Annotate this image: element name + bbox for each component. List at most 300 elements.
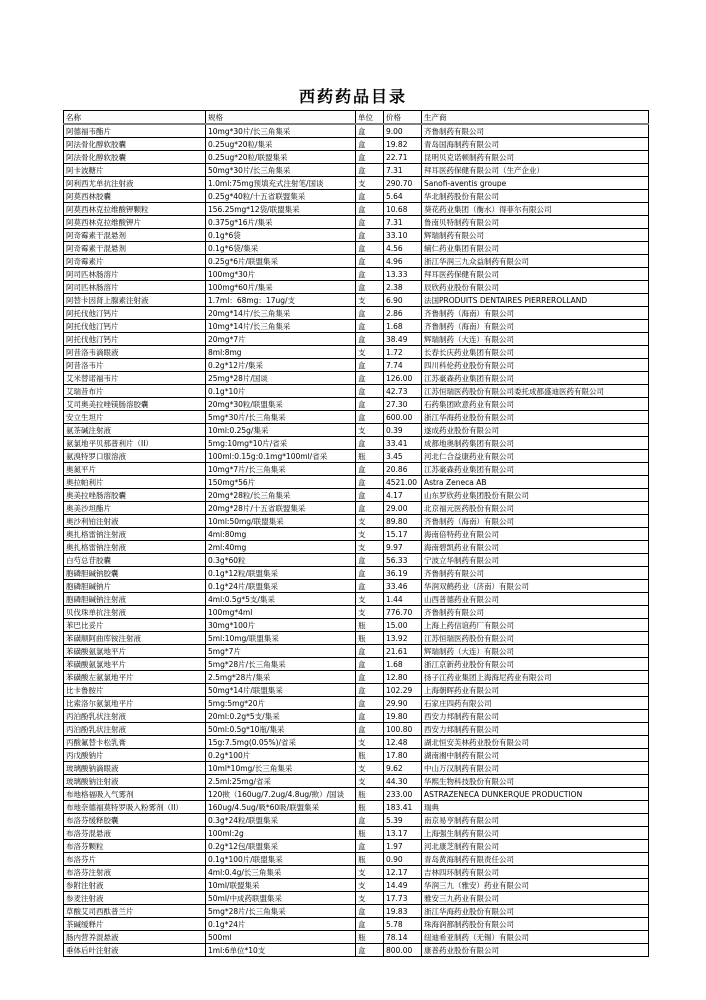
cell-price: 17.73 (384, 892, 422, 905)
cell-spec: 500ml (206, 931, 356, 944)
table-row (64, 892, 649, 905)
cell-unit: 盒 (356, 476, 384, 489)
cell-manufacturer: 珠海润都制药股份有限公司 (422, 918, 649, 931)
cell-drug-name: 氨氯地平贝那普利片（II） (64, 437, 206, 450)
cell-manufacturer: 河北康芝制药有限公司 (422, 840, 649, 853)
cell-price: 776.70 (384, 606, 422, 619)
cell-manufacturer: 江苏豪森药业集团有限公司 (422, 463, 649, 476)
cell-manufacturer: Sanofi-aventis groupe (422, 177, 649, 190)
cell-drug-name: 布洛芬注射液 (64, 866, 206, 879)
cell-manufacturer: 康普药业股份有限公司 (422, 944, 649, 957)
cell-spec: 10mg*14片/长三角集采 (206, 320, 356, 333)
cell-price: 183.41 (384, 801, 422, 814)
cell-price: 2.38 (384, 281, 422, 294)
table-row (64, 736, 649, 749)
cell-drug-name: 白芍总苷胶囊 (64, 554, 206, 567)
cell-drug-name: 阿托伐他汀钙片 (64, 320, 206, 333)
cell-price: 33.41 (384, 437, 422, 450)
table-row (64, 294, 649, 307)
cell-spec: 100ml:2g (206, 827, 356, 840)
cell-price: 13.17 (384, 827, 422, 840)
cell-spec: 150mg*56片 (206, 476, 356, 489)
table-row (64, 853, 649, 866)
cell-drug-name: 阿利西尤单抗注射液 (64, 177, 206, 190)
table-row (64, 619, 649, 632)
table-body (64, 124, 649, 957)
cell-drug-name: 布地格福吸入气雾剂 (64, 788, 206, 801)
cell-spec: 0.2g*100片 (206, 749, 356, 762)
table-row (64, 515, 649, 528)
cell-spec: 2.5ml:25mg/省采 (206, 775, 356, 788)
cell-unit: 支 (356, 879, 384, 892)
cell-spec: 1.7ml：68mg：17ug/支 (206, 294, 356, 307)
cell-manufacturer: 辉瑞制药（大连）有限公司 (422, 333, 649, 346)
cell-spec: 0.1g*12粒/联盟集采 (206, 567, 356, 580)
cell-price: 19.83 (384, 905, 422, 918)
cell-manufacturer: 齐鲁制药（海南）有限公司 (422, 320, 649, 333)
cell-drug-name: 比卡鲁胺片 (64, 684, 206, 697)
cell-unit: 盒 (356, 580, 384, 593)
cell-drug-name: 丙酸氟替卡松乳膏 (64, 736, 206, 749)
cell-spec: 156.25mg*12袋/联盟集采 (206, 203, 356, 216)
cell-drug-name: 丙泊酚乳状注射液 (64, 723, 206, 736)
cell-price: 102.29 (384, 684, 422, 697)
cell-price: 21.61 (384, 645, 422, 658)
cell-drug-name: 丙戊酸钠片 (64, 749, 206, 762)
cell-drug-name: 苯磺酸氨氯地平片 (64, 658, 206, 671)
header-spec: 规格 (206, 111, 356, 125)
table-row (64, 801, 649, 814)
cell-unit: 瓶 (356, 632, 384, 645)
cell-drug-name: 比索洛尔氨氯地平片 (64, 697, 206, 710)
header-unit: 单位 (356, 111, 384, 125)
cell-drug-name: 奥扎格雷钠注射液 (64, 528, 206, 541)
cell-price: 800.00 (384, 944, 422, 957)
cell-drug-name: 安立生坦片 (64, 411, 206, 424)
table-row (64, 216, 649, 229)
cell-unit: 盒 (356, 710, 384, 723)
cell-spec: 10mg*30片/长三角集采 (206, 124, 356, 138)
cell-spec: 10ml*10mg/长三角集采 (206, 762, 356, 775)
table-row (64, 866, 649, 879)
cell-drug-name: 奥拉帕利片 (64, 476, 206, 489)
cell-price: 42.73 (384, 385, 422, 398)
cell-manufacturer: 山东罗欣药业集团股份有限公司 (422, 489, 649, 502)
cell-spec: 10ml:50mg/联盟集采 (206, 515, 356, 528)
cell-drug-name: 阿德福韦酯片 (64, 124, 206, 138)
cell-drug-name: 阿司匹林肠溶片 (64, 268, 206, 281)
cell-spec: 4ml:80mg (206, 528, 356, 541)
cell-price: 44.30 (384, 775, 422, 788)
cell-unit: 瓶 (356, 788, 384, 801)
cell-price: 1.72 (384, 346, 422, 359)
cell-drug-name: 艾司奥美拉唑镁肠溶胶囊 (64, 398, 206, 411)
cell-drug-name: 阿昔洛韦片 (64, 359, 206, 372)
cell-unit: 盒 (356, 190, 384, 203)
table-row (64, 242, 649, 255)
cell-spec: 20ml:0.2g*5支/集采 (206, 710, 356, 723)
cell-spec: 10mg*7片/长三角集采 (206, 463, 356, 476)
cell-manufacturer: 西安力邦制药有限公司 (422, 723, 649, 736)
cell-manufacturer: 齐鲁制药有限公司 (422, 567, 649, 580)
cell-unit: 盒 (356, 723, 384, 736)
cell-price: 27.30 (384, 398, 422, 411)
cell-price: 4521.00 (384, 476, 422, 489)
cell-unit: 瓶 (356, 827, 384, 840)
cell-manufacturer: 华润双鹤药业（济南）有限公司 (422, 580, 649, 593)
cell-price: 13.33 (384, 268, 422, 281)
header-name: 名称 (64, 111, 206, 125)
cell-price: 19.80 (384, 710, 422, 723)
cell-drug-name: 氨溴特罗口服溶液 (64, 450, 206, 463)
table-row (64, 788, 649, 801)
cell-spec: 0.2g*12片/集采 (206, 359, 356, 372)
cell-manufacturer: 西安力邦制药有限公司 (422, 710, 649, 723)
cell-spec: 0.1g*6袋 (206, 229, 356, 242)
table-row (64, 632, 649, 645)
cell-price: 4.96 (384, 255, 422, 268)
cell-manufacturer: ASTRAZENECA DUNKERQUE PRODUCTION (422, 788, 649, 801)
cell-unit: 瓶 (356, 450, 384, 463)
cell-unit: 支 (356, 736, 384, 749)
cell-price: 33.10 (384, 229, 422, 242)
cell-spec: 0.2g*12包/联盟集采 (206, 840, 356, 853)
table-row (64, 307, 649, 320)
cell-drug-name: 奥氮平片 (64, 463, 206, 476)
cell-manufacturer: 浙江华海药业股份有限公司 (422, 905, 649, 918)
cell-price: 5.39 (384, 814, 422, 827)
cell-unit: 盒 (356, 281, 384, 294)
cell-drug-name: 玻璃酸钠滴眼液 (64, 762, 206, 775)
cell-drug-name: 垂体后叶注射液 (64, 944, 206, 957)
table-row (64, 190, 649, 203)
cell-spec: 160ug/4.5ug/吸*60吸/联盟集采 (206, 801, 356, 814)
cell-unit: 盒 (356, 242, 384, 255)
cell-drug-name: 奥美沙坦酯片 (64, 502, 206, 515)
cell-drug-name: 胞磷胆碱钠注射液 (64, 593, 206, 606)
table-row (64, 255, 649, 268)
cell-unit: 盒 (356, 138, 384, 151)
cell-drug-name: 奥扎格雷钠注射液 (64, 541, 206, 554)
cell-drug-name: 苯磺酸氨氯地平片 (64, 645, 206, 658)
table-row (64, 528, 649, 541)
cell-unit: 盒 (356, 333, 384, 346)
cell-manufacturer: 辉瑞制药有限公司 (422, 229, 649, 242)
table-row (64, 320, 649, 333)
cell-manufacturer: 齐鲁制药（海南）有限公司 (422, 307, 649, 320)
table-row (64, 411, 649, 424)
cell-spec: 100mg*30片 (206, 268, 356, 281)
cell-unit: 支 (356, 424, 384, 437)
table-row (64, 476, 649, 489)
table-row (64, 502, 649, 515)
cell-drug-name: 阿法骨化醇软胶囊 (64, 151, 206, 164)
cell-drug-name: 奥沙利铂注射液 (64, 515, 206, 528)
table-row (64, 827, 649, 840)
cell-spec: 5mg:10mg*10片/省采 (206, 437, 356, 450)
cell-spec: 120揿（160ug/7.2ug/4.8ug/揿）/国谈 (206, 788, 356, 801)
cell-spec: 30mg*100片 (206, 619, 356, 632)
cell-unit: 支 (356, 528, 384, 541)
cell-drug-name: 阿卡波糖片 (64, 164, 206, 177)
cell-unit: 盒 (356, 229, 384, 242)
cell-price: 233.00 (384, 788, 422, 801)
cell-price: 29.00 (384, 502, 422, 515)
cell-unit: 盒 (356, 151, 384, 164)
cell-drug-name: 胞磷胆碱钠胶囊 (64, 567, 206, 580)
cell-spec: 5mg*28片/长三角集采 (206, 905, 356, 918)
cell-manufacturer: 宁波立华制药有限公司 (422, 554, 649, 567)
table-row (64, 567, 649, 580)
cell-price: 0.39 (384, 424, 422, 437)
cell-manufacturer: 雅安三九药业有限公司 (422, 892, 649, 905)
cell-spec: 2.5mg*28片/集采 (206, 671, 356, 684)
table-row (64, 333, 649, 346)
cell-price: 100.80 (384, 723, 422, 736)
cell-manufacturer: 扬子江药业集团上海海尼药业有限公司 (422, 671, 649, 684)
cell-manufacturer: 浙江华润三九众益制药有限公司 (422, 255, 649, 268)
cell-unit: 盒 (356, 124, 384, 138)
cell-spec: 5mg:5mg*20片 (206, 697, 356, 710)
table-row (64, 268, 649, 281)
cell-unit: 瓶 (356, 853, 384, 866)
table-row (64, 710, 649, 723)
table-row (64, 905, 649, 918)
cell-manufacturer: 山西普德药业有限公司 (422, 593, 649, 606)
table-row (64, 749, 649, 762)
cell-manufacturer: 石药集团欧意药业有限公司 (422, 398, 649, 411)
cell-price: 1.68 (384, 658, 422, 671)
cell-drug-name: 布洛芬缓释胶囊 (64, 814, 206, 827)
table-row (64, 931, 649, 944)
cell-price: 20.86 (384, 463, 422, 476)
table-row (64, 944, 649, 957)
cell-spec: 20mg*28粒/长三角集采 (206, 489, 356, 502)
cell-drug-name: 阿法骨化醇软胶囊 (64, 138, 206, 151)
table-row (64, 606, 649, 619)
cell-price: 4.17 (384, 489, 422, 502)
cell-manufacturer: 鲁南贝特制药有限公司 (422, 216, 649, 229)
cell-price: 13.92 (384, 632, 422, 645)
cell-price: 4.56 (384, 242, 422, 255)
cell-drug-name: 胞磷胆碱钠片 (64, 580, 206, 593)
cell-price: 126.00 (384, 372, 422, 385)
cell-price: 78.14 (384, 931, 422, 944)
cell-price: 0.90 (384, 853, 422, 866)
cell-manufacturer: 湖南湘中制药有限公司 (422, 749, 649, 762)
cell-manufacturer: 辉瑞制药（大连）有限公司 (422, 645, 649, 658)
cell-spec: 1.0ml:75mg预填充式注射笔/国谈 (206, 177, 356, 190)
cell-unit: 盒 (356, 840, 384, 853)
cell-price: 12.80 (384, 671, 422, 684)
cell-manufacturer: 海南倍特药业有限公司 (422, 528, 649, 541)
cell-unit: 支 (356, 866, 384, 879)
cell-manufacturer: 海南碧凯药业有限公司 (422, 541, 649, 554)
table-row (64, 359, 649, 372)
cell-manufacturer: 长春长庆药业集团有限公司 (422, 346, 649, 359)
cell-drug-name: 阿奇霉素片 (64, 255, 206, 268)
cell-spec: 0.1g*24片 (206, 918, 356, 931)
cell-unit: 瓶 (356, 931, 384, 944)
table-row (64, 372, 649, 385)
table-row (64, 775, 649, 788)
cell-drug-name: 阿司匹林肠溶片 (64, 281, 206, 294)
cell-manufacturer: 齐鲁制药有限公司 (422, 124, 649, 138)
cell-spec: 8ml:8mg (206, 346, 356, 359)
cell-spec: 15g:7.5mg(0.05%)/省采 (206, 736, 356, 749)
cell-spec: 0.1g*6袋/集采 (206, 242, 356, 255)
cell-manufacturer: 辅仁药业集团有限公司 (422, 242, 649, 255)
table-row (64, 697, 649, 710)
table-row (64, 723, 649, 736)
cell-manufacturer: 上海上药信谊药厂有限公司 (422, 619, 649, 632)
cell-unit: 盒 (356, 489, 384, 502)
cell-manufacturer: 纽迪希亚制药（无锡）有限公司 (422, 931, 649, 944)
cell-price: 5.78 (384, 918, 422, 931)
table-row (64, 177, 649, 190)
cell-price: 36.19 (384, 567, 422, 580)
cell-unit: 支 (356, 593, 384, 606)
table-row (64, 918, 649, 931)
cell-manufacturer: 南京易亨制药有限公司 (422, 814, 649, 827)
cell-unit: 支 (356, 606, 384, 619)
table-row (64, 463, 649, 476)
cell-drug-name: 阿托伐他汀钙片 (64, 307, 206, 320)
table-row (64, 346, 649, 359)
cell-drug-name: 布洛芬颗粒 (64, 840, 206, 853)
cell-price: 3.45 (384, 450, 422, 463)
cell-price: 15.00 (384, 619, 422, 632)
cell-unit: 盒 (356, 255, 384, 268)
cell-spec: 5mg*7片 (206, 645, 356, 658)
cell-spec: 5ml:10mg/联盟集采 (206, 632, 356, 645)
cell-price: 12.48 (384, 736, 422, 749)
cell-unit: 盒 (356, 398, 384, 411)
cell-manufacturer: 华润三九（雅安）药业有限公司 (422, 879, 649, 892)
cell-drug-name: 布洛芬混悬液 (64, 827, 206, 840)
cell-manufacturer: 辰欣药业股份有限公司 (422, 281, 649, 294)
cell-price: 1.44 (384, 593, 422, 606)
cell-unit: 瓶 (356, 619, 384, 632)
cell-price: 9.00 (384, 124, 422, 138)
cell-drug-name: 苯巴比妥片 (64, 619, 206, 632)
cell-drug-name: 贝伐珠单抗注射液 (64, 606, 206, 619)
cell-drug-name: 苯磺顺阿曲库铵注射液 (64, 632, 206, 645)
cell-spec: 20mg*28片/十五省联盟集采 (206, 502, 356, 515)
cell-unit: 盒 (356, 164, 384, 177)
header-row (64, 111, 649, 125)
table-row (64, 281, 649, 294)
cell-drug-name: 参附注射液 (64, 879, 206, 892)
cell-spec: 0.1g*100片/联盟集采 (206, 853, 356, 866)
cell-price: 9.97 (384, 541, 422, 554)
cell-spec: 10ml:0.25g/集采 (206, 424, 356, 437)
cell-manufacturer: 中山万汉制药有限公司 (422, 762, 649, 775)
cell-manufacturer: 吉林四环制药有限公司 (422, 866, 649, 879)
cell-drug-name: 艾瑞昔布片 (64, 385, 206, 398)
cell-unit: 盒 (356, 918, 384, 931)
cell-price: 7.74 (384, 359, 422, 372)
cell-unit: 盒 (356, 203, 384, 216)
header-price: 价格 (384, 111, 422, 125)
cell-price: 19.82 (384, 138, 422, 151)
table-row (64, 151, 649, 164)
header-manufacturer: 生产商 (422, 111, 649, 125)
cell-spec: 0.25g*6片/联盟集采 (206, 255, 356, 268)
cell-price: 15.17 (384, 528, 422, 541)
cell-manufacturer: 齐鲁制药有限公司 (422, 606, 649, 619)
cell-price: 1.97 (384, 840, 422, 853)
cell-unit: 盒 (356, 359, 384, 372)
table-row (64, 450, 649, 463)
drug-catalog-table (63, 110, 649, 957)
cell-price: 33.46 (384, 580, 422, 593)
cell-unit: 盒 (356, 463, 384, 476)
table-row (64, 554, 649, 567)
table-row (64, 645, 649, 658)
cell-spec: 1ml:6单位*10支 (206, 944, 356, 957)
cell-unit: 盒 (356, 502, 384, 515)
cell-drug-name: 苯磺酸左氨氯地平片 (64, 671, 206, 684)
table-row (64, 203, 649, 216)
cell-manufacturer: 拜耳医药保健有限公司 (422, 268, 649, 281)
cell-drug-name: 阿奇霉素干混悬剂 (64, 242, 206, 255)
cell-price: 600.00 (384, 411, 422, 424)
cell-manufacturer: 浙江华海药业股份有限公司 (422, 411, 649, 424)
cell-manufacturer: 江苏恒瑞医药股份有限公司委托成都盛迪医药有限公司 (422, 385, 649, 398)
cell-price: 2.86 (384, 307, 422, 320)
cell-unit: 盒 (356, 437, 384, 450)
cell-manufacturer: 浙江京新药业股份有限公司 (422, 658, 649, 671)
cell-unit: 支 (356, 892, 384, 905)
table-row (64, 437, 649, 450)
cell-manufacturer: 四川科伦药业股份有限公司 (422, 359, 649, 372)
cell-unit: 盒 (356, 671, 384, 684)
cell-spec: 0.25g*40粒/十五省联盟集采 (206, 190, 356, 203)
cell-spec: 50ml:0.5g*10瓶/集采 (206, 723, 356, 736)
cell-price: 22.71 (384, 151, 422, 164)
cell-spec: 0.3g*24粒/联盟集采 (206, 814, 356, 827)
table-row (64, 671, 649, 684)
cell-drug-name: 阿昔洛韦滴眼液 (64, 346, 206, 359)
cell-manufacturer: 青岛黄海制药有限责任公司 (422, 853, 649, 866)
page-title: 西药药品目录 (298, 87, 407, 106)
cell-spec: 100mg*60片/集采 (206, 281, 356, 294)
table-row (64, 814, 649, 827)
cell-manufacturer: 葵花药业集团（衡水）得菲尔有限公司 (422, 203, 649, 216)
cell-spec: 50ml/中成药联盟集采 (206, 892, 356, 905)
cell-price: 6.90 (384, 294, 422, 307)
cell-manufacturer: 华北制药股份有限公司 (422, 190, 649, 203)
cell-unit: 盒 (356, 814, 384, 827)
cell-drug-name: 阿奇霉素干混悬剂 (64, 229, 206, 242)
cell-manufacturer: 上海强生制药有限公司 (422, 827, 649, 840)
cell-spec: 20mg*30粒/联盟集采 (206, 398, 356, 411)
cell-unit: 支 (356, 775, 384, 788)
cell-spec: 0.25ug*20粒/联盟集采 (206, 151, 356, 164)
cell-manufacturer: Astra Zeneca AB (422, 476, 649, 489)
cell-manufacturer: 成都地奥制药集团有限公司 (422, 437, 649, 450)
cell-drug-name: 丙泊酚乳状注射液 (64, 710, 206, 723)
cell-manufacturer: 华熙生物科技股份有限公司 (422, 775, 649, 788)
cell-unit: 支 (356, 177, 384, 190)
cell-spec: 20mg*7片 (206, 333, 356, 346)
cell-price: 10.68 (384, 203, 422, 216)
cell-unit: 盒 (356, 372, 384, 385)
cell-price: 38.49 (384, 333, 422, 346)
cell-manufacturer: 法国PRODUITS DENTAIRES PIERREROLLAND (422, 294, 649, 307)
cell-unit: 盒 (356, 411, 384, 424)
